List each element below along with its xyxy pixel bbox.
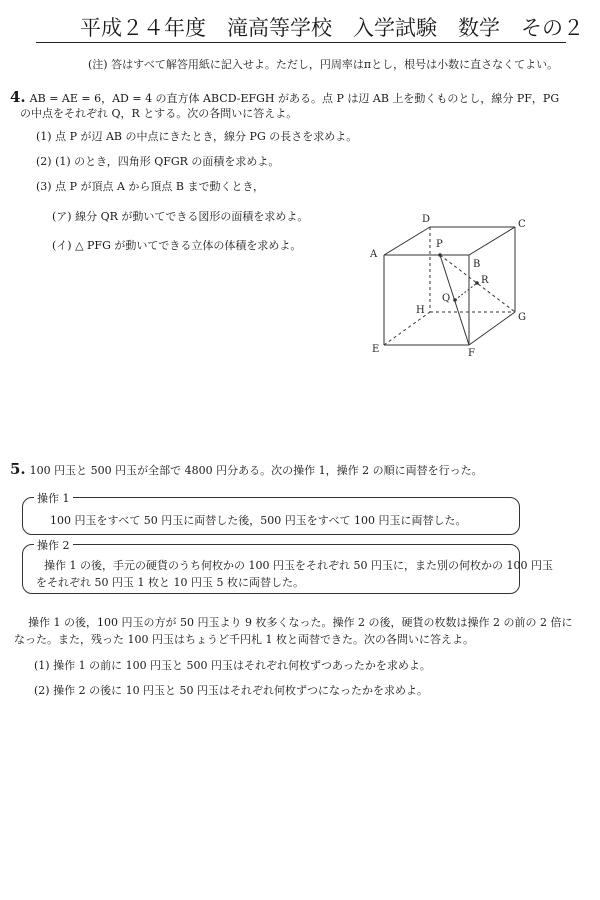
q5-number: 5. (10, 460, 26, 478)
operation-1-label: 操作 1 (34, 490, 73, 506)
label-A: A (370, 249, 378, 260)
q5-sub1: (1) 操作 1 の前に 100 円玉と 500 円玉はそれぞれ何枚ずつあったかを求めよ。 (34, 659, 431, 672)
edge-BC (469, 227, 515, 255)
label-D: D (422, 214, 431, 225)
label-F: F (468, 348, 475, 359)
instruction-note: (注) 答はすべて解答用紙に記入せよ。ただし，円周率はπとし，根号は小数に直さなくてよい。 (88, 58, 559, 71)
edge-EH (384, 312, 430, 345)
edge-AD (384, 227, 430, 255)
label-C: C (518, 219, 526, 230)
edge-FG (469, 312, 515, 345)
label-R: R (481, 275, 489, 286)
q4-sub3b: (イ) △ PFG が動いてできる立体の体積を求めよ。 (52, 239, 302, 252)
q5-sub2: (2) 操作 2 の後に 10 円玉と 50 円玉はそれぞれ何枚ずつになったかを求めよ。 (34, 684, 429, 697)
label-H: H (416, 305, 425, 316)
point-R (475, 281, 479, 285)
label-E: E (372, 344, 380, 355)
segment-QR (455, 283, 477, 300)
q4-sub1: (1) 点 P が辺 AB の中点にきたとき，線分 PG の長さを求めよ。 (36, 130, 358, 143)
q5-para-line2: なった。また，残った 100 円玉はちょうど千円札 1 枚と両替できた。次の各問いに答えよ。 (14, 633, 474, 646)
q4-stem-line1: 4. AB = AE = 6，AD = 4 の直方体 ABCD-EFGH がある。点 P は辺 AB 上を動くものとし，線分 PF，PG (10, 88, 560, 106)
label-Q: Q (442, 293, 451, 304)
point-Q (453, 298, 457, 302)
q4-sub3: (3) 点 P が頂点 A から頂点 B まで動くとき， (36, 180, 265, 193)
cuboid-diagram (360, 205, 590, 365)
label-P: P (436, 239, 443, 250)
q5-para-line1: 操作 1 の後，100 円玉の方が 50 円玉より 9 枚多くなった。操作 2 の後，硬貨の枚数は操作 2 の前の 2 倍に (28, 616, 573, 629)
operation-2-line1: 操作 1 の後，手元の硬貨のうち何枚かの 100 円玉をそれぞれ 50 円玉に，また別の何枚かの 100 円玉 (44, 559, 553, 572)
q5-stem: 5. 100 円玉と 500 円玉が全部で 4800 円分ある。次の操作 1，操作 2 の順に両替を行った。 (10, 460, 483, 478)
operation-1-text: 100 円玉をすべて 50 円玉に両替した後，500 円玉をすべて 100 円玉に両替した。 (50, 514, 467, 527)
operation-2-label: 操作 2 (34, 537, 73, 553)
point-P (438, 253, 442, 257)
q4-sub2: (2) (1) のとき，四角形 QFGR の面積を求めよ。 (36, 155, 280, 168)
title-rule (36, 42, 566, 43)
label-G: G (518, 312, 526, 323)
q4-number: 4. (10, 88, 26, 106)
operation-2-line2: をそれぞれ 50 円玉 1 枚と 10 円玉 5 枚に両替した。 (36, 576, 304, 589)
q4-sub3a: (ア) 線分 QR が動いてできる図形の面積を求めよ。 (52, 210, 309, 223)
label-B: B (473, 259, 481, 270)
page-title: 平成２４年度 滝高等学校 入学試験 数学 その２ (80, 16, 584, 40)
q4-stem-line2: の中点をそれぞれ Q，R とする。次の各問いに答えよ。 (20, 107, 298, 120)
